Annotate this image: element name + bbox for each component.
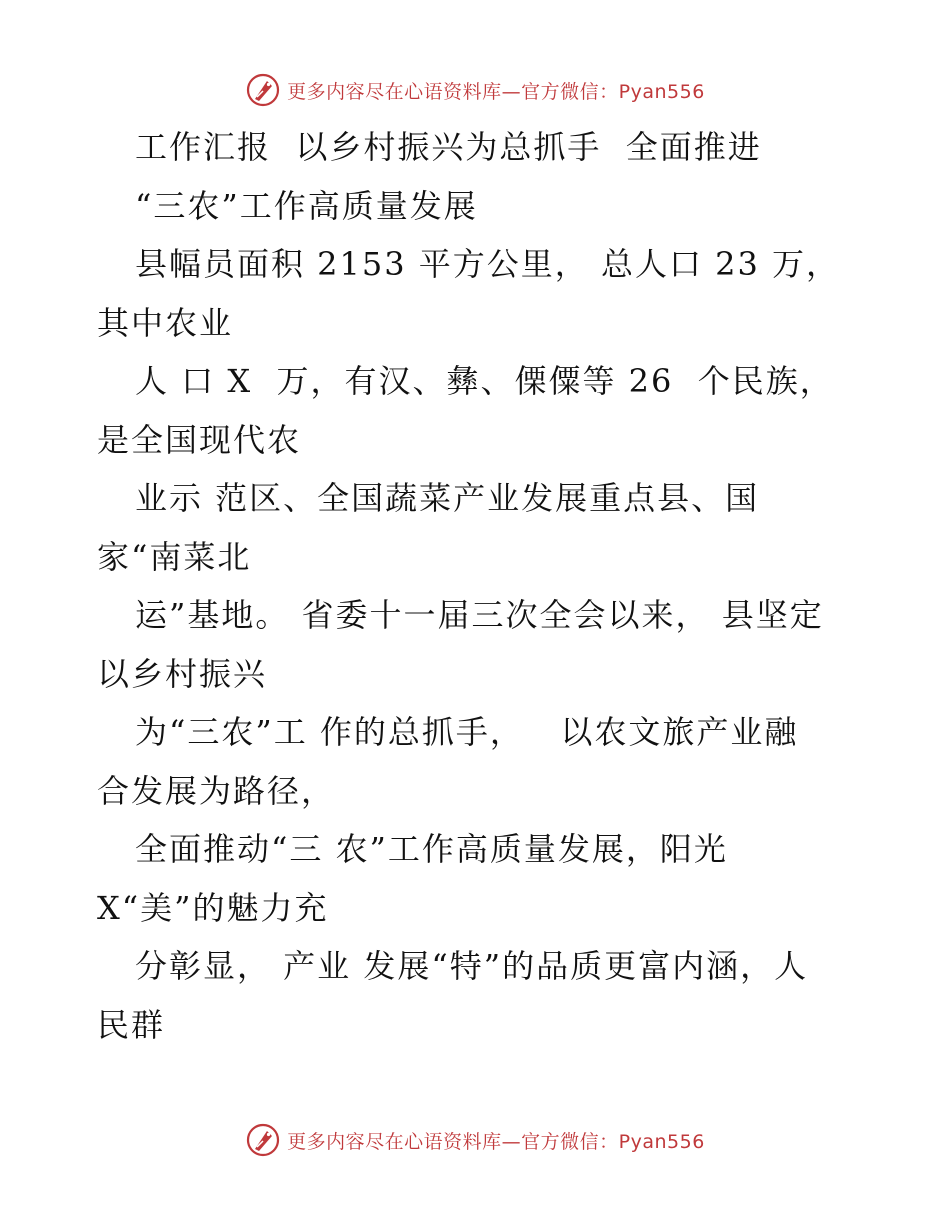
document-line: 运”基地。 省委十一届三次全会以来， 县坚定 — [135, 596, 824, 634]
document-line: 业示 范区、全国蔬菜产业发展重点县、国 — [135, 479, 760, 517]
document-line: 人 口 X 万，有汉、彝、傈僳等 26 个民族， — [135, 362, 834, 400]
document-line: 分彰显， 产业 发展“特”的品质更富内涵，人 — [135, 947, 809, 985]
document-line: 其中农业 — [97, 303, 234, 342]
footer-banner-text: 更多内容尽在心语资料库—官方微信：Pyan556 — [287, 1130, 705, 1153]
document-line: 是全国现代农 — [97, 420, 302, 459]
document-line: 县幅员面积 2153 平方公里， 总人口 23 万， — [135, 245, 841, 283]
pen-nib-logo-icon — [245, 72, 281, 108]
document-line: X“美”的魅力充 — [97, 888, 329, 927]
document-line: 民群 — [97, 1005, 166, 1044]
pen-nib-logo-icon — [245, 1122, 281, 1158]
header-banner — [0, 70, 950, 110]
document-body — [97, 118, 857, 1054]
document-line: “三农”工作高质量发展 — [135, 186, 478, 225]
document-line: 工作汇报 以乡村振兴为总抓手 全面推进 — [135, 128, 762, 166]
document-line: 合发展为路径， — [97, 771, 336, 810]
document-line: 家“南菜北 — [97, 537, 252, 576]
header-banner-text: 更多内容尽在心语资料库—官方微信：Pyan556 — [287, 80, 705, 103]
document-line: 为“三农”工 作的总抓手， 以农文旅产业融 — [135, 713, 799, 751]
document-line: 以乡村振兴 — [97, 654, 268, 693]
document-line: 全面推动“三 农”工作高质量发展，阳光 — [135, 830, 728, 868]
footer-banner — [0, 1120, 950, 1160]
